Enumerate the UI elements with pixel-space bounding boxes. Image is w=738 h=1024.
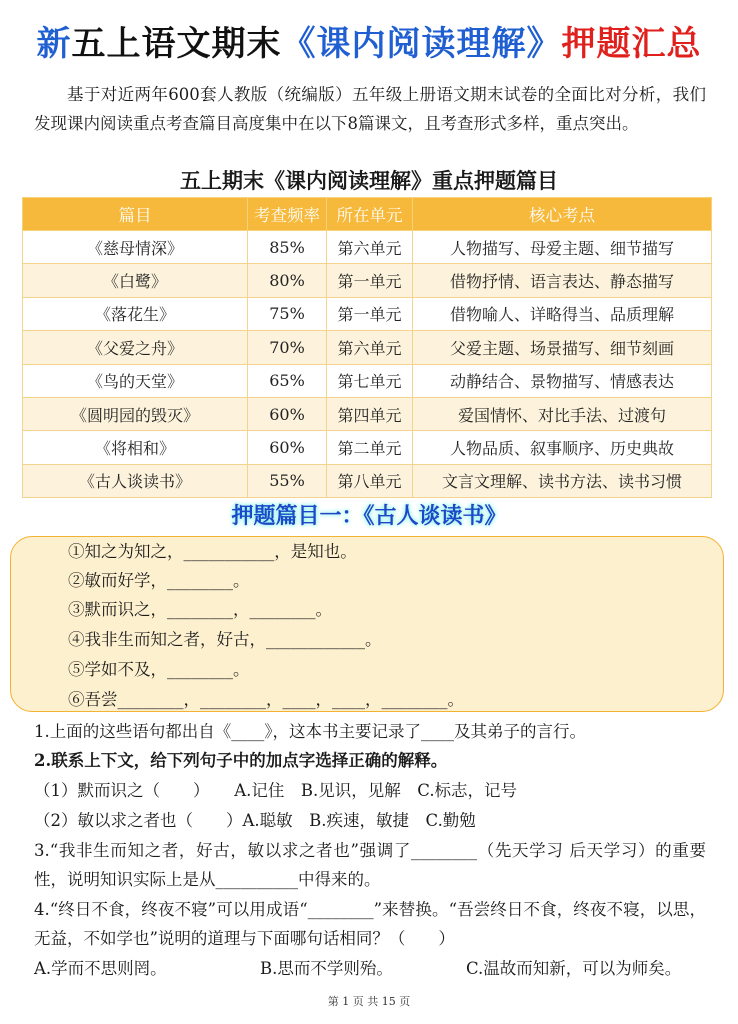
table-row — [23, 331, 712, 364]
cell-key-points: 爱国情怀、对比手法、过渡句 — [413, 397, 712, 430]
cell-key-points: 人物品质、叙事顺序、历史典故 — [413, 431, 712, 464]
question-3: 3.“我非生而知之者，好古，敏以求之者也”强调了________（先天学习 后天学习）的重要性，说明知识实际上是从__________中得来的。 — [34, 841, 706, 889]
title-highlight: 押题汇总 — [561, 24, 702, 64]
table-row — [23, 231, 712, 264]
cell-title: 《将相和》 — [23, 431, 248, 464]
cell-unit: 第一单元 — [327, 297, 413, 330]
cell-title: 《落花生》 — [23, 297, 248, 330]
cell-unit: 第八单元 — [327, 464, 413, 497]
question-1: 1.上面的这些语句都出自《____》，这本书主要记录了____及其弟子的言行。 — [34, 722, 586, 741]
table-row — [23, 464, 712, 497]
cell-key-points: 文言文理解、读书方法、读书习惯 — [413, 464, 712, 497]
fill-item: ⑤学如不及，________。 — [68, 660, 250, 679]
cell-frequency: 85% — [248, 231, 327, 264]
cell-unit: 第六单元 — [327, 231, 413, 264]
cell-key-points: 动静结合、景物描写、情感表达 — [413, 364, 712, 397]
table-row — [23, 364, 712, 397]
cell-title: 《慈母情深》 — [23, 231, 248, 264]
option-c: C.温故而知新，可以为师矣。 — [466, 959, 682, 978]
cell-frequency: 70% — [248, 331, 327, 364]
header-key-points: 核心考点 — [413, 198, 712, 231]
option-b: B.思而不学则殆。 — [260, 959, 393, 978]
fill-item: ⑥吾尝________，________，____，____，________。 — [68, 690, 464, 709]
cell-unit: 第六单元 — [327, 331, 413, 364]
cell-title: 《父爱之舟》 — [23, 331, 248, 364]
cell-unit: 第四单元 — [327, 397, 413, 430]
question-4-options — [34, 954, 706, 983]
title-main: 五上语文期末 — [71, 24, 282, 64]
question-2-item-1: （1）默而识之（ ） A.记住 B.见识，见解 C.标志，记号 — [34, 781, 518, 800]
table-row — [23, 297, 712, 330]
title-book: 《课内阅读理解》 — [281, 24, 562, 64]
option-a: A.学而不思则罔。 — [34, 959, 167, 978]
header-title: 篇目 — [23, 198, 248, 231]
header-frequency: 考查频率 — [248, 198, 327, 231]
cell-frequency: 65% — [248, 364, 327, 397]
cell-title: 《古人谈读书》 — [23, 464, 248, 497]
cell-key-points: 人物描写、母爱主题、细节描写 — [413, 231, 712, 264]
cell-key-points: 借物喻人、详略得当、品质理解 — [413, 297, 712, 330]
fill-item: ③默而识之，________，________。 — [68, 600, 332, 619]
cell-title: 《鸟的天堂》 — [23, 364, 248, 397]
table-body — [23, 231, 712, 498]
fill-item: ④我非生而知之者，好古，____________。 — [68, 630, 382, 649]
topics-table — [22, 197, 712, 498]
section-title: 押题篇目一：《古人谈读书》 — [231, 504, 507, 529]
cell-unit: 第一单元 — [327, 264, 413, 297]
title-prefix: 新 — [36, 24, 72, 64]
fill-item: ②敏而好学，________。 — [68, 571, 250, 590]
intro-paragraph: 基于对近两年600套人教版（统编版）五年级上册语文期末试卷的全面比对分析，我们发现课内阅读重点考查篇目高度集中在以下8篇课文，且考查形式多样，重点突出。 — [34, 85, 706, 133]
table-title: 五上期末《课内阅读理解》重点押题篇目 — [180, 169, 558, 193]
page-title — [0, 22, 738, 66]
cell-key-points: 父爱主题、场景描写、细节刻画 — [413, 331, 712, 364]
cell-unit: 第七单元 — [327, 364, 413, 397]
cell-frequency: 60% — [248, 431, 327, 464]
cell-key-points: 借物抒情、语言表达、静态描写 — [413, 264, 712, 297]
cell-unit: 第二单元 — [327, 431, 413, 464]
cell-frequency: 75% — [248, 297, 327, 330]
table-header-row — [23, 198, 712, 231]
cell-title: 《白鹭》 — [23, 264, 248, 297]
table-row — [23, 397, 712, 430]
fill-item: ①知之为知之，___________，是知也。 — [68, 542, 357, 561]
question-2: 2.联系上下文，给下列句子中的加点字选择正确的解释。 — [34, 751, 448, 770]
cell-frequency: 60% — [248, 397, 327, 430]
cell-frequency: 80% — [248, 264, 327, 297]
question-2-item-2: （2）敏以求之者也（ ）A.聪敏 B.疾速，敏捷 C.勤勉 — [34, 811, 476, 830]
page-footer: 第 1 页 共 15 页 — [327, 995, 411, 1008]
cell-title: 《圆明园的毁灭》 — [23, 397, 248, 430]
question-4: 4.“终日不食，终夜不寝”可以用成语“________”来替换。“吾尝终日不食，终夜不寝，以思，无益，不如学也”说明的道理与下面哪句话相同？（ ） — [34, 900, 706, 948]
table-row — [23, 264, 712, 297]
cell-frequency: 55% — [248, 464, 327, 497]
table-row — [23, 431, 712, 464]
header-unit: 所在单元 — [327, 198, 413, 231]
